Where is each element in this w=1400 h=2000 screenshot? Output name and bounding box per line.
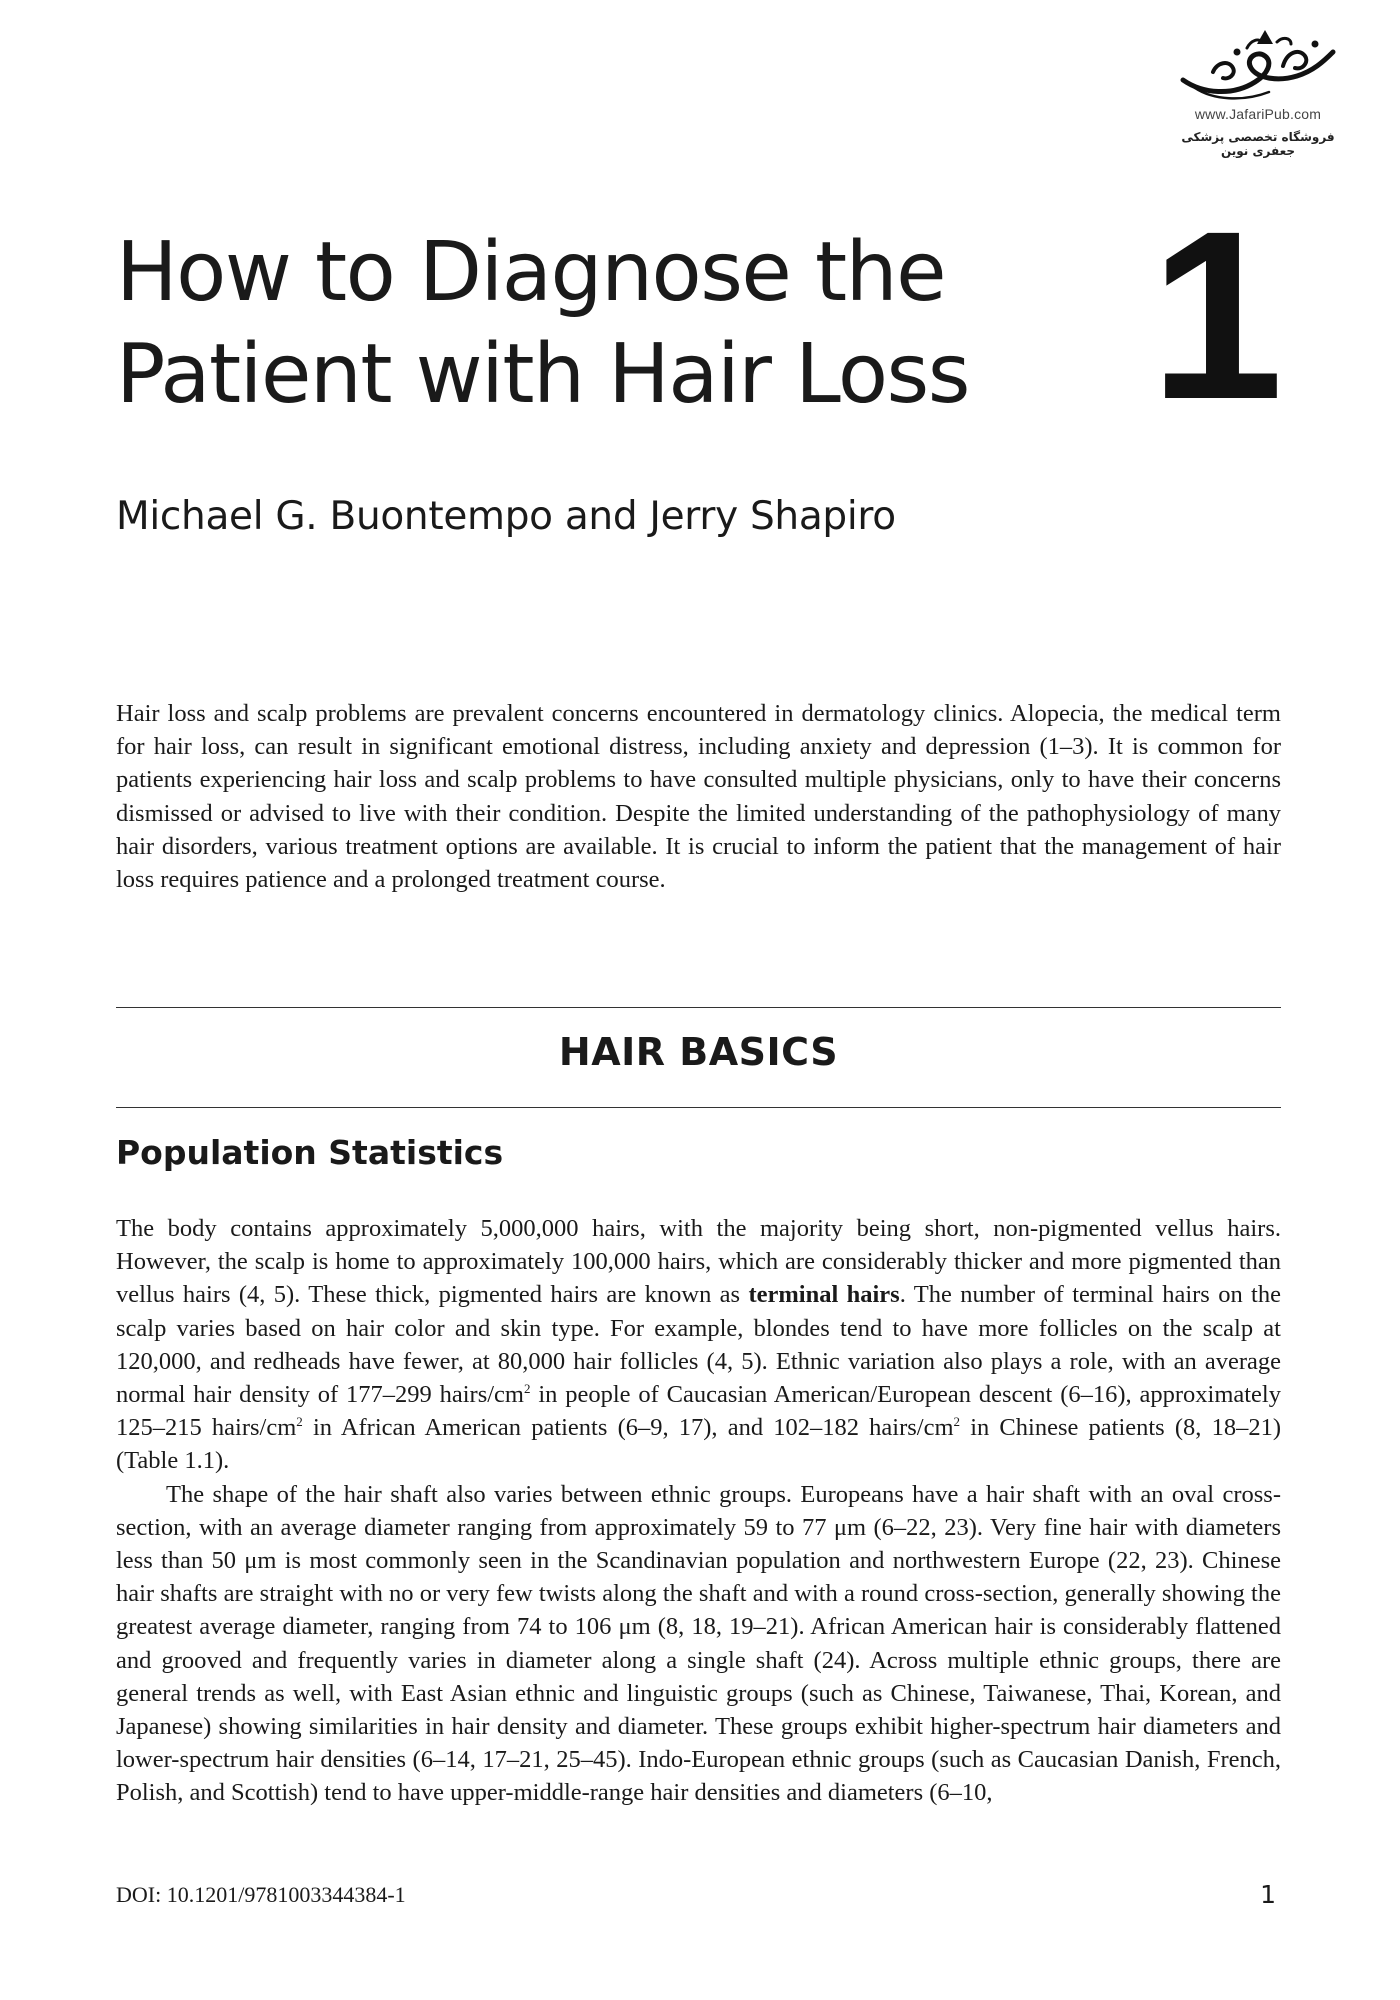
chapter-authors: Michael G. Buontempo and Jerry Shapiro	[116, 494, 896, 539]
body-paragraph-2: The shape of the hair shaft also varies between ethnic groups. Europeans have a hair shaft with an oval cross-section, with an average diameter ranging from approximately 59 to 77 μm (6–22, 23). Very fine hair with diameters less than 50 μm is most commonly seen in the Scandinavian population and northwestern Europe (22, 23). Chinese hair shafts are straight with no or very few twists along the shaft and with a round cross-section, generally showing the greatest average diameter, ranging from 74 to 106 μm (8, 18, 19–21). African American hair is considerably flattened and grooved and frequently varies in diameter along a single shaft (24). Across multiple ethnic groups, there are general trends as well, with East Asian ethnic and linguistic groups (such as Chinese, Taiwanese, Thai, Korean, and Japanese) showing similarities in hair density and diameter. These groups exhibit higher-spectrum hair diameters and lower-spectrum hair densities (6–14, 17–21, 25–45). Indo-European ethnic groups (such as Caucasian Danish, French, Polish, and Scottish) tend to have upper-middle-range hair densities and diameters (6–10,	[116, 1480, 1281, 1807]
superscript: 2	[296, 1414, 303, 1430]
chapter-abstract: Hair loss and scalp problems are prevalent concerns encountered in dermatology clinics. Alopecia, the medical term for hair loss, can result in significant emotional distress, including anxiety and depression (1–3). It is common for patients experiencing hair loss and scalp problems to have consulted multiple physicians, only to have their concerns dismissed or advised to live with their condition. Despite the limited understanding of the pathophysiology of many hair disorders, various treatment options are available. It is crucial to inform the patient that the management of hair loss requires patience and a prolonged treatment course.	[116, 700, 1281, 894]
bold-term: terminal hairs	[748, 1281, 900, 1309]
chapter-title-line-2: Patient with Hair Loss	[116, 327, 969, 422]
chapter-title	[116, 222, 1016, 426]
publisher-caption: فروشگاه تخصصی پزشکی جعفری نوین	[1181, 130, 1335, 158]
footer-doi: DOI: 10.1201/9781003344384-1	[116, 1882, 406, 1907]
body-text	[116, 1212, 1281, 1810]
calligraphy-logo-icon	[1173, 22, 1343, 104]
superscript: 2	[953, 1414, 961, 1430]
subsection-heading: Population Statistics	[116, 1133, 504, 1172]
publisher-logo	[1158, 22, 1358, 158]
chapter-number: 1	[1150, 181, 1284, 449]
superscript: 2	[523, 1380, 531, 1396]
section-rule-bottom	[116, 1107, 1281, 1108]
section-heading: HAIR BASICS	[558, 1030, 839, 1074]
page-number: 1	[1260, 1880, 1276, 1909]
publisher-url: www.JafariPub.com	[1194, 106, 1322, 122]
body-paragraph-1: The body contains approximately 5,000,000 hairs, with the majority being short, non-pigmented vellus hairs. However, the scalp is home to approximately 100,000 hairs, which are considerably thicker and more pigmented than vellus hairs (4, 5). These thick, pigmented hairs are known as terminal hairs. The number of terminal hairs on the scalp varies based on hair color and skin type. For example, blondes tend to have more follicles on the scalp at 120,000, and redheads have fewer, at 80,000 hair follicles (4, 5). Ethnic variation also plays a role, with an average normal hair density of 177–299 hairs/$cm^2$ in people of Caucasian American/European descent (6–16), approximately 125–215 hairs/$cm^2$ in African American patients (6–9, 17), and 102–182 hairs/$cm^2$ in Chinese patients (8, 18–21) (Table 1.1).	[116, 1215, 1281, 1475]
section-rule-top	[116, 1007, 1281, 1008]
chapter-title-line-1: How to Diagnose the	[116, 225, 946, 320]
